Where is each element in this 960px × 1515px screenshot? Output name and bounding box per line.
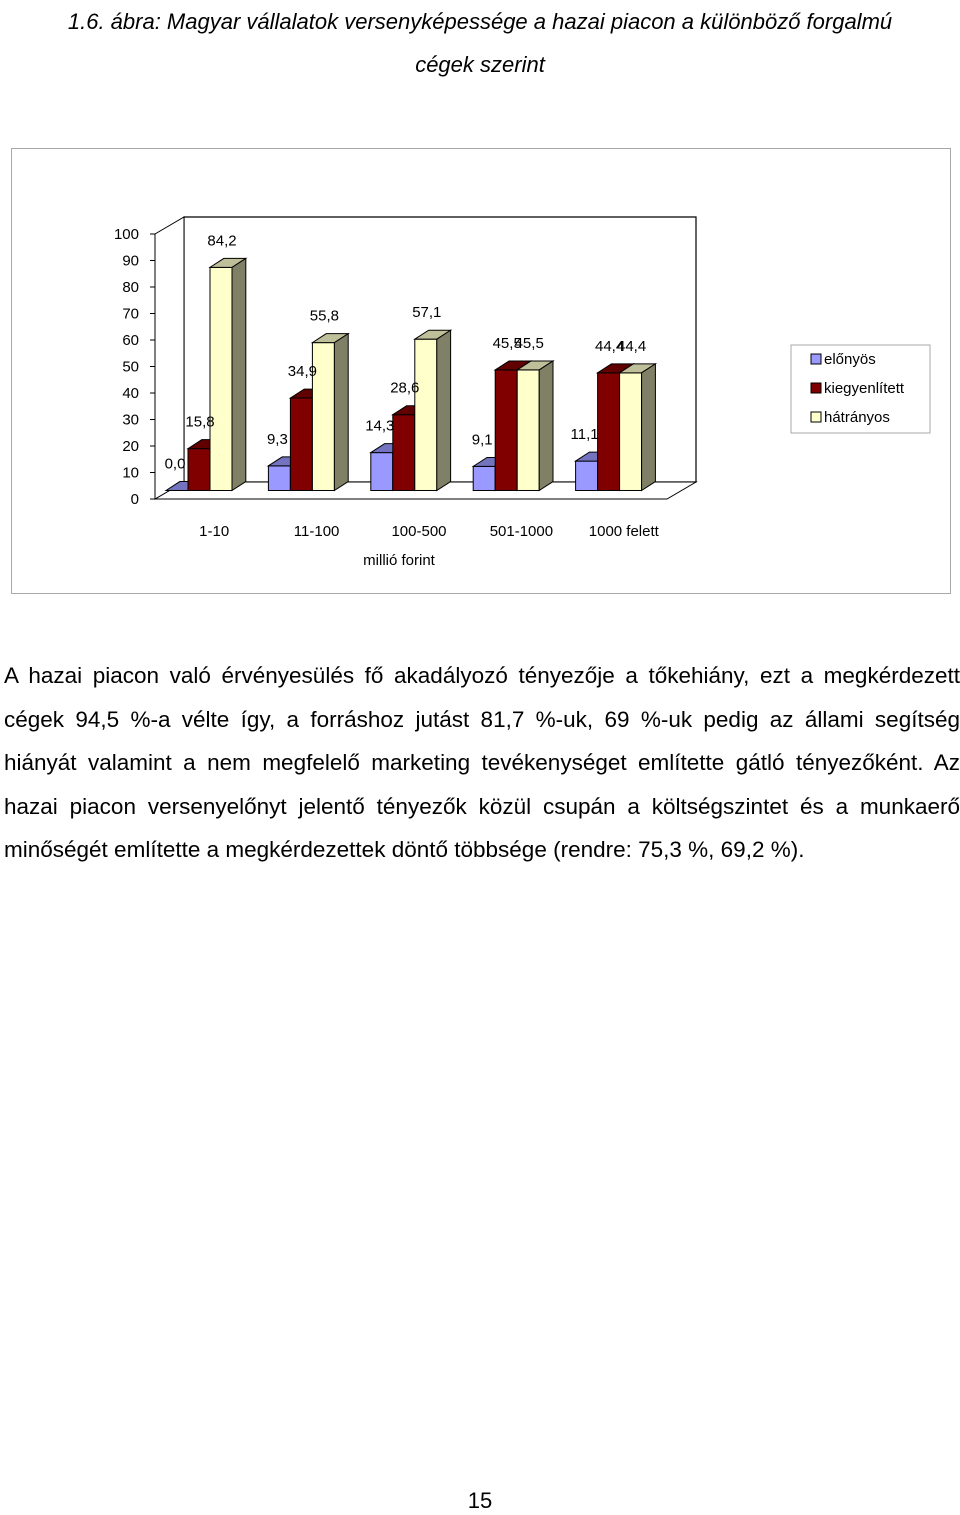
x-category-label: 11-100 xyxy=(293,523,340,540)
bar-side xyxy=(437,330,451,490)
y-tick-label: 90 xyxy=(122,252,139,270)
y-tick-label: 0 xyxy=(130,491,139,508)
caption-line-1: 1.6. ábra: Magyar vállalatok versenyképessége a hazai piacon a különböző forgalmú xyxy=(67,9,893,34)
legend-label: előnyös xyxy=(824,351,876,368)
x-axis-title: millió forint xyxy=(363,552,435,569)
bar-front xyxy=(620,373,642,491)
data-label: 44,4 xyxy=(616,337,647,355)
bar-front xyxy=(371,453,393,491)
bar-chart xyxy=(12,149,950,593)
data-label: 44,4 xyxy=(594,337,625,355)
y-tick-label: 50 xyxy=(122,358,139,376)
legend-swatch xyxy=(811,383,821,393)
bar-side xyxy=(642,364,656,491)
bar-front xyxy=(188,449,210,491)
page-number: 15 xyxy=(467,1488,493,1513)
data-label: 55,8 xyxy=(309,307,340,325)
bar-front xyxy=(473,466,495,490)
chart-frame xyxy=(11,148,951,594)
data-label: 9,3 xyxy=(266,430,288,448)
data-label: 14,3 xyxy=(365,417,395,435)
y-tick-label: 80 xyxy=(122,279,139,296)
legend-swatch xyxy=(811,354,821,364)
bar-front xyxy=(598,373,620,491)
x-category-label: 1000 felett xyxy=(588,523,659,540)
data-label: 9,1 xyxy=(471,431,493,449)
y-tick-label: 60 xyxy=(122,332,139,349)
y-tick-label: 70 xyxy=(122,305,139,323)
y-tick-label: 40 xyxy=(122,385,139,402)
bar-side xyxy=(334,334,348,491)
legend-label: hátrányos xyxy=(824,409,890,426)
bar-side xyxy=(232,258,246,490)
data-label: 34,9 xyxy=(287,363,318,381)
y-tick-label: 20 xyxy=(122,438,139,455)
body-paragraph: A hazai piacon való érvényesülés fő akadályozó tényezője a tőkehiány, ezt a megkérdezett cégek 94,5 %-a vélte így, a forráshoz jutást 81,7 %-uk, 69 %-uk pedig az állami segítség hiányát valamint a nem megfelelő marketing tevékenységet említette gátló tényezőként. Az hazai piacon versenyelőnyt jelentő tényezők közül csupán a költségszintet és a munkaerő minőségét említette a megkérdezettek döntő többsége (rendre: 75,3 %, 69,2 %). xyxy=(4,663,960,863)
data-label: 15,8 xyxy=(185,413,215,431)
data-label: 57,1 xyxy=(412,304,442,322)
bar-front xyxy=(290,398,312,490)
data-label: 28,6 xyxy=(390,379,420,397)
bar-front xyxy=(268,466,290,491)
data-label: 45,5 xyxy=(514,334,544,352)
bar-front xyxy=(576,461,598,490)
figure-caption xyxy=(0,0,960,86)
x-category-label: 501-1000 xyxy=(489,523,554,540)
legend-label: kiegyenlített xyxy=(824,380,905,397)
bar-front xyxy=(393,415,415,491)
bar-front xyxy=(415,339,437,490)
bar-side xyxy=(539,361,553,491)
data-label: 84,2 xyxy=(207,232,237,250)
x-category-label: 1-10 xyxy=(199,523,230,540)
bar-front xyxy=(517,370,539,491)
y-tick-label: 10 xyxy=(122,464,139,482)
data-label: 45,5 xyxy=(492,334,522,352)
bar-front xyxy=(495,370,517,491)
data-label: 11,1 xyxy=(570,426,599,444)
y-tick-label: 30 xyxy=(122,411,139,429)
data-label: 0,0 xyxy=(164,455,186,473)
legend-swatch xyxy=(811,412,821,422)
y-tick-label: 100 xyxy=(113,226,139,243)
bar-front xyxy=(210,267,232,490)
caption-line-2: cégek szerint xyxy=(415,52,545,77)
x-category-label: 100-500 xyxy=(391,523,447,540)
